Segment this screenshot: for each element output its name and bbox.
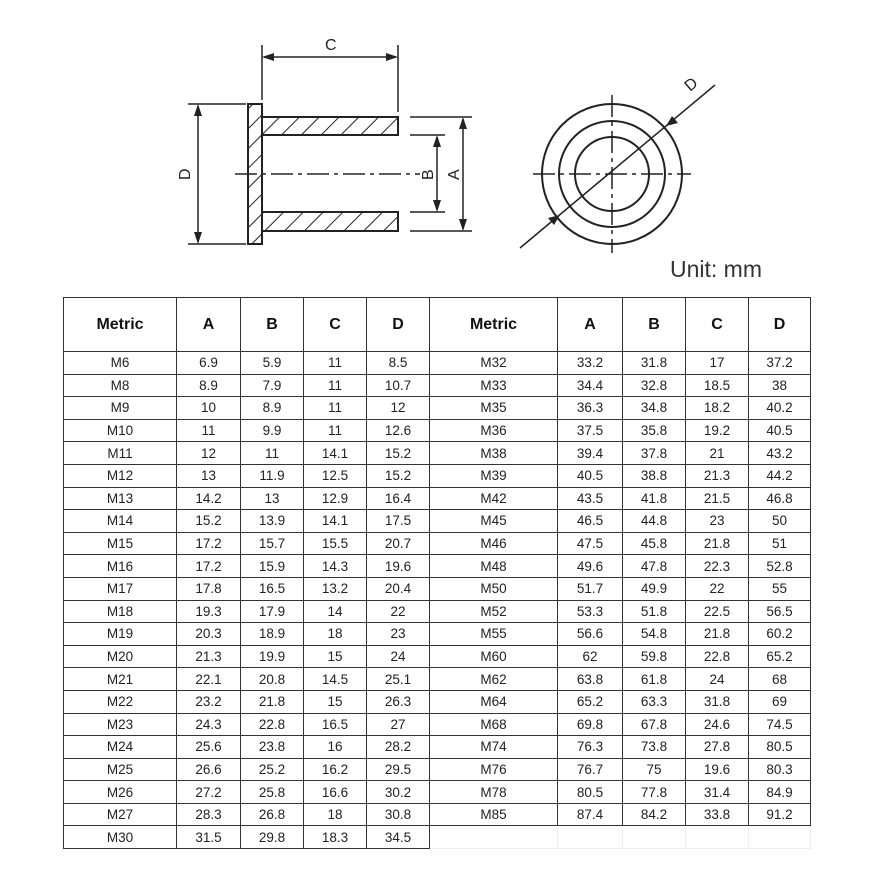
value-cell: 15.2 (367, 464, 430, 487)
value-cell: 55 (749, 577, 811, 600)
value-cell: 8.9 (241, 397, 304, 420)
value-cell: 19.2 (686, 419, 749, 442)
value-cell: 22.1 (177, 668, 241, 691)
value-cell: 25.8 (241, 781, 304, 804)
value-cell: 12.6 (367, 419, 430, 442)
value-cell: 11.9 (241, 464, 304, 487)
metric-cell: M24 (64, 736, 177, 759)
value-cell: 22.5 (686, 600, 749, 623)
value-cell: 31.4 (686, 781, 749, 804)
metric-cell: M19 (64, 623, 177, 646)
value-cell: 7.9 (241, 374, 304, 397)
value-cell: 16.6 (304, 781, 367, 804)
value-cell: 15 (304, 645, 367, 668)
value-cell: 13 (177, 464, 241, 487)
metric-cell: M13 (64, 487, 177, 510)
value-cell: 76.3 (558, 736, 623, 759)
header-a: A (177, 298, 241, 352)
value-cell: 23 (686, 510, 749, 533)
value-cell: 51 (749, 532, 811, 555)
value-cell: 6.9 (177, 352, 241, 375)
metric-cell: M14 (64, 510, 177, 533)
value-cell: 25.6 (177, 736, 241, 759)
table-row (64, 555, 811, 578)
value-cell: 65.2 (749, 645, 811, 668)
value-cell: 44.8 (623, 510, 686, 533)
metric-cell: M10 (64, 419, 177, 442)
value-cell: 50 (749, 510, 811, 533)
value-cell: 51.7 (558, 577, 623, 600)
empty-cell (430, 826, 558, 849)
value-cell: 8.9 (177, 374, 241, 397)
value-cell: 22.3 (686, 555, 749, 578)
table-row (64, 713, 811, 736)
metric-cell: M39 (430, 464, 558, 487)
value-cell: 30.8 (367, 803, 430, 826)
table-row (64, 374, 811, 397)
metric-cell: M64 (430, 690, 558, 713)
value-cell: 34.8 (623, 397, 686, 420)
value-cell: 46.5 (558, 510, 623, 533)
value-cell: 10.7 (367, 374, 430, 397)
value-cell: 43.2 (749, 442, 811, 465)
table-row (64, 690, 811, 713)
empty-cell (623, 826, 686, 849)
metric-cell: M16 (64, 555, 177, 578)
value-cell: 11 (177, 419, 241, 442)
value-cell: 16.5 (241, 577, 304, 600)
value-cell: 84.2 (623, 803, 686, 826)
value-cell: 19.6 (367, 555, 430, 578)
table-row (64, 419, 811, 442)
metric-cell: M74 (430, 736, 558, 759)
metric-cell: M60 (430, 645, 558, 668)
value-cell: 59.8 (623, 645, 686, 668)
value-cell: 17.5 (367, 510, 430, 533)
metric-cell: M48 (430, 555, 558, 578)
dimension-d-diameter (520, 85, 715, 248)
value-cell: 12 (177, 442, 241, 465)
metric-cell: M21 (64, 668, 177, 691)
metric-cell: M23 (64, 713, 177, 736)
value-cell: 27.8 (686, 736, 749, 759)
value-cell: 26.6 (177, 758, 241, 781)
value-cell: 91.2 (749, 803, 811, 826)
value-cell: 44.2 (749, 464, 811, 487)
value-cell: 13.2 (304, 577, 367, 600)
value-cell: 19.3 (177, 600, 241, 623)
value-cell: 80.3 (749, 758, 811, 781)
value-cell: 63.3 (623, 690, 686, 713)
metric-cell: M55 (430, 623, 558, 646)
table-row (64, 442, 811, 465)
metric-cell: M50 (430, 577, 558, 600)
metric-cell: M76 (430, 758, 558, 781)
value-cell: 18.9 (241, 623, 304, 646)
header-metric: Metric (64, 298, 177, 352)
value-cell: 28.3 (177, 803, 241, 826)
header-d: D (749, 298, 811, 352)
metric-cell: M68 (430, 713, 558, 736)
metric-cell: M25 (64, 758, 177, 781)
metric-cell: M38 (430, 442, 558, 465)
label-a: A (446, 169, 463, 180)
value-cell: 75 (623, 758, 686, 781)
value-cell: 38 (749, 374, 811, 397)
value-cell: 12.9 (304, 487, 367, 510)
value-cell: 21.3 (686, 464, 749, 487)
value-cell: 25.1 (367, 668, 430, 691)
metric-cell: M52 (430, 600, 558, 623)
metric-cell: M11 (64, 442, 177, 465)
value-cell: 22.8 (686, 645, 749, 668)
value-cell: 22.8 (241, 713, 304, 736)
empty-cell (686, 826, 749, 849)
value-cell: 13 (241, 487, 304, 510)
table-row (64, 736, 811, 759)
metric-cell: M15 (64, 532, 177, 555)
label-c: C (325, 37, 337, 54)
metric-cell: M18 (64, 600, 177, 623)
value-cell: 61.8 (623, 668, 686, 691)
value-cell: 17.9 (241, 600, 304, 623)
value-cell: 21.8 (686, 623, 749, 646)
empty-cell (558, 826, 623, 849)
value-cell: 69 (749, 690, 811, 713)
metric-cell: M45 (430, 510, 558, 533)
value-cell: 14.5 (304, 668, 367, 691)
table-row (64, 826, 811, 849)
metric-cell: M85 (430, 803, 558, 826)
value-cell: 29.8 (241, 826, 304, 849)
table-header-row (64, 298, 811, 352)
value-cell: 20.3 (177, 623, 241, 646)
value-cell: 51.8 (623, 600, 686, 623)
value-cell: 22 (367, 600, 430, 623)
value-cell: 49.6 (558, 555, 623, 578)
value-cell: 5.9 (241, 352, 304, 375)
metric-cell: M42 (430, 487, 558, 510)
table-row (64, 781, 811, 804)
value-cell: 11 (304, 374, 367, 397)
value-cell: 21.5 (686, 487, 749, 510)
value-cell: 84.9 (749, 781, 811, 804)
size-table (63, 297, 811, 849)
value-cell: 21.8 (241, 690, 304, 713)
header-a: A (558, 298, 623, 352)
table-row (64, 532, 811, 555)
value-cell: 18.3 (304, 826, 367, 849)
value-cell: 37.8 (623, 442, 686, 465)
value-cell: 18 (304, 623, 367, 646)
value-cell: 45.8 (623, 532, 686, 555)
metric-cell: M26 (64, 781, 177, 804)
value-cell: 30.2 (367, 781, 430, 804)
label-b: B (420, 169, 437, 180)
value-cell: 25.2 (241, 758, 304, 781)
value-cell: 18.2 (686, 397, 749, 420)
value-cell: 56.5 (749, 600, 811, 623)
value-cell: 38.8 (623, 464, 686, 487)
table-row (64, 510, 811, 533)
value-cell: 14.2 (177, 487, 241, 510)
value-cell: 52.8 (749, 555, 811, 578)
table-row (64, 645, 811, 668)
header-d: D (367, 298, 430, 352)
value-cell: 11 (304, 397, 367, 420)
value-cell: 27.2 (177, 781, 241, 804)
value-cell: 11 (241, 442, 304, 465)
value-cell: 15.7 (241, 532, 304, 555)
value-cell: 40.5 (749, 419, 811, 442)
value-cell: 87.4 (558, 803, 623, 826)
value-cell: 54.8 (623, 623, 686, 646)
value-cell: 15.2 (177, 510, 241, 533)
value-cell: 16.4 (367, 487, 430, 510)
value-cell: 24 (367, 645, 430, 668)
value-cell: 33.2 (558, 352, 623, 375)
metric-cell: M36 (430, 419, 558, 442)
metric-cell: M6 (64, 352, 177, 375)
value-cell: 15.5 (304, 532, 367, 555)
value-cell: 46.8 (749, 487, 811, 510)
header-b: B (623, 298, 686, 352)
value-cell: 26.8 (241, 803, 304, 826)
table-row (64, 668, 811, 691)
value-cell: 20.8 (241, 668, 304, 691)
metric-cell: M33 (430, 374, 558, 397)
value-cell: 37.2 (749, 352, 811, 375)
value-cell: 35.8 (623, 419, 686, 442)
value-cell: 19.9 (241, 645, 304, 668)
header-metric: Metric (430, 298, 558, 352)
value-cell: 21.8 (686, 532, 749, 555)
value-cell: 19.6 (686, 758, 749, 781)
value-cell: 47.5 (558, 532, 623, 555)
value-cell: 77.8 (623, 781, 686, 804)
value-cell: 49.9 (623, 577, 686, 600)
value-cell: 65.2 (558, 690, 623, 713)
value-cell: 32.8 (623, 374, 686, 397)
value-cell: 20.4 (367, 577, 430, 600)
metric-cell: M62 (430, 668, 558, 691)
table-row (64, 758, 811, 781)
value-cell: 14 (304, 600, 367, 623)
value-cell: 14.1 (304, 510, 367, 533)
value-cell: 62 (558, 645, 623, 668)
table-row (64, 803, 811, 826)
value-cell: 31.5 (177, 826, 241, 849)
table-row (64, 464, 811, 487)
value-cell: 12 (367, 397, 430, 420)
metric-cell: M12 (64, 464, 177, 487)
value-cell: 36.3 (558, 397, 623, 420)
header-c: C (686, 298, 749, 352)
label-d-side: D (177, 168, 194, 180)
value-cell: 23.8 (241, 736, 304, 759)
metric-cell: M35 (430, 397, 558, 420)
value-cell: 80.5 (558, 781, 623, 804)
value-cell: 63.8 (558, 668, 623, 691)
value-cell: 11 (304, 352, 367, 375)
value-cell: 18 (304, 803, 367, 826)
value-cell: 27 (367, 713, 430, 736)
value-cell: 73.8 (623, 736, 686, 759)
value-cell: 68 (749, 668, 811, 691)
value-cell: 20.7 (367, 532, 430, 555)
metric-cell: M9 (64, 397, 177, 420)
bushing-diagram (0, 0, 870, 290)
value-cell: 74.5 (749, 713, 811, 736)
value-cell: 60.2 (749, 623, 811, 646)
value-cell: 14.1 (304, 442, 367, 465)
metric-cell: M32 (430, 352, 558, 375)
value-cell: 29.5 (367, 758, 430, 781)
value-cell: 34.5 (367, 826, 430, 849)
value-cell: 26.3 (367, 690, 430, 713)
value-cell: 23 (367, 623, 430, 646)
value-cell: 56.6 (558, 623, 623, 646)
value-cell: 76.7 (558, 758, 623, 781)
value-cell: 14.3 (304, 555, 367, 578)
metric-cell: M17 (64, 577, 177, 600)
value-cell: 47.8 (623, 555, 686, 578)
value-cell: 24.6 (686, 713, 749, 736)
value-cell: 22 (686, 577, 749, 600)
value-cell: 11 (304, 419, 367, 442)
table-row (64, 397, 811, 420)
value-cell: 80.5 (749, 736, 811, 759)
metric-cell: M22 (64, 690, 177, 713)
table-row (64, 487, 811, 510)
value-cell: 21.3 (177, 645, 241, 668)
metric-cell: M20 (64, 645, 177, 668)
value-cell: 34.4 (558, 374, 623, 397)
metric-cell: M30 (64, 826, 177, 849)
value-cell: 23.2 (177, 690, 241, 713)
value-cell: 31.8 (623, 352, 686, 375)
value-cell: 41.8 (623, 487, 686, 510)
metric-cell: M46 (430, 532, 558, 555)
value-cell: 37.5 (558, 419, 623, 442)
header-c: C (304, 298, 367, 352)
value-cell: 15.9 (241, 555, 304, 578)
header-b: B (241, 298, 304, 352)
value-cell: 16.5 (304, 713, 367, 736)
value-cell: 17 (686, 352, 749, 375)
value-cell: 13.9 (241, 510, 304, 533)
metric-cell: M78 (430, 781, 558, 804)
table-row (64, 623, 811, 646)
value-cell: 40.2 (749, 397, 811, 420)
value-cell: 8.5 (367, 352, 430, 375)
value-cell: 17.8 (177, 577, 241, 600)
label-d-circle: D (681, 74, 702, 96)
value-cell: 15.2 (367, 442, 430, 465)
value-cell: 17.2 (177, 532, 241, 555)
value-cell: 17.2 (177, 555, 241, 578)
value-cell: 12.5 (304, 464, 367, 487)
value-cell: 9.9 (241, 419, 304, 442)
value-cell: 10 (177, 397, 241, 420)
empty-cell (749, 826, 811, 849)
value-cell: 69.8 (558, 713, 623, 736)
value-cell: 31.8 (686, 690, 749, 713)
value-cell: 39.4 (558, 442, 623, 465)
table-row (64, 352, 811, 375)
value-cell: 24.3 (177, 713, 241, 736)
metric-cell: M8 (64, 374, 177, 397)
value-cell: 40.5 (558, 464, 623, 487)
value-cell: 15 (304, 690, 367, 713)
value-cell: 21 (686, 442, 749, 465)
value-cell: 53.3 (558, 600, 623, 623)
unit-label: Unit: mm (670, 256, 762, 282)
table-row (64, 577, 811, 600)
metric-cell: M27 (64, 803, 177, 826)
value-cell: 33.8 (686, 803, 749, 826)
value-cell: 28.2 (367, 736, 430, 759)
value-cell: 16 (304, 736, 367, 759)
value-cell: 67.8 (623, 713, 686, 736)
value-cell: 18.5 (686, 374, 749, 397)
table-row (64, 600, 811, 623)
value-cell: 16.2 (304, 758, 367, 781)
value-cell: 43.5 (558, 487, 623, 510)
value-cell: 24 (686, 668, 749, 691)
